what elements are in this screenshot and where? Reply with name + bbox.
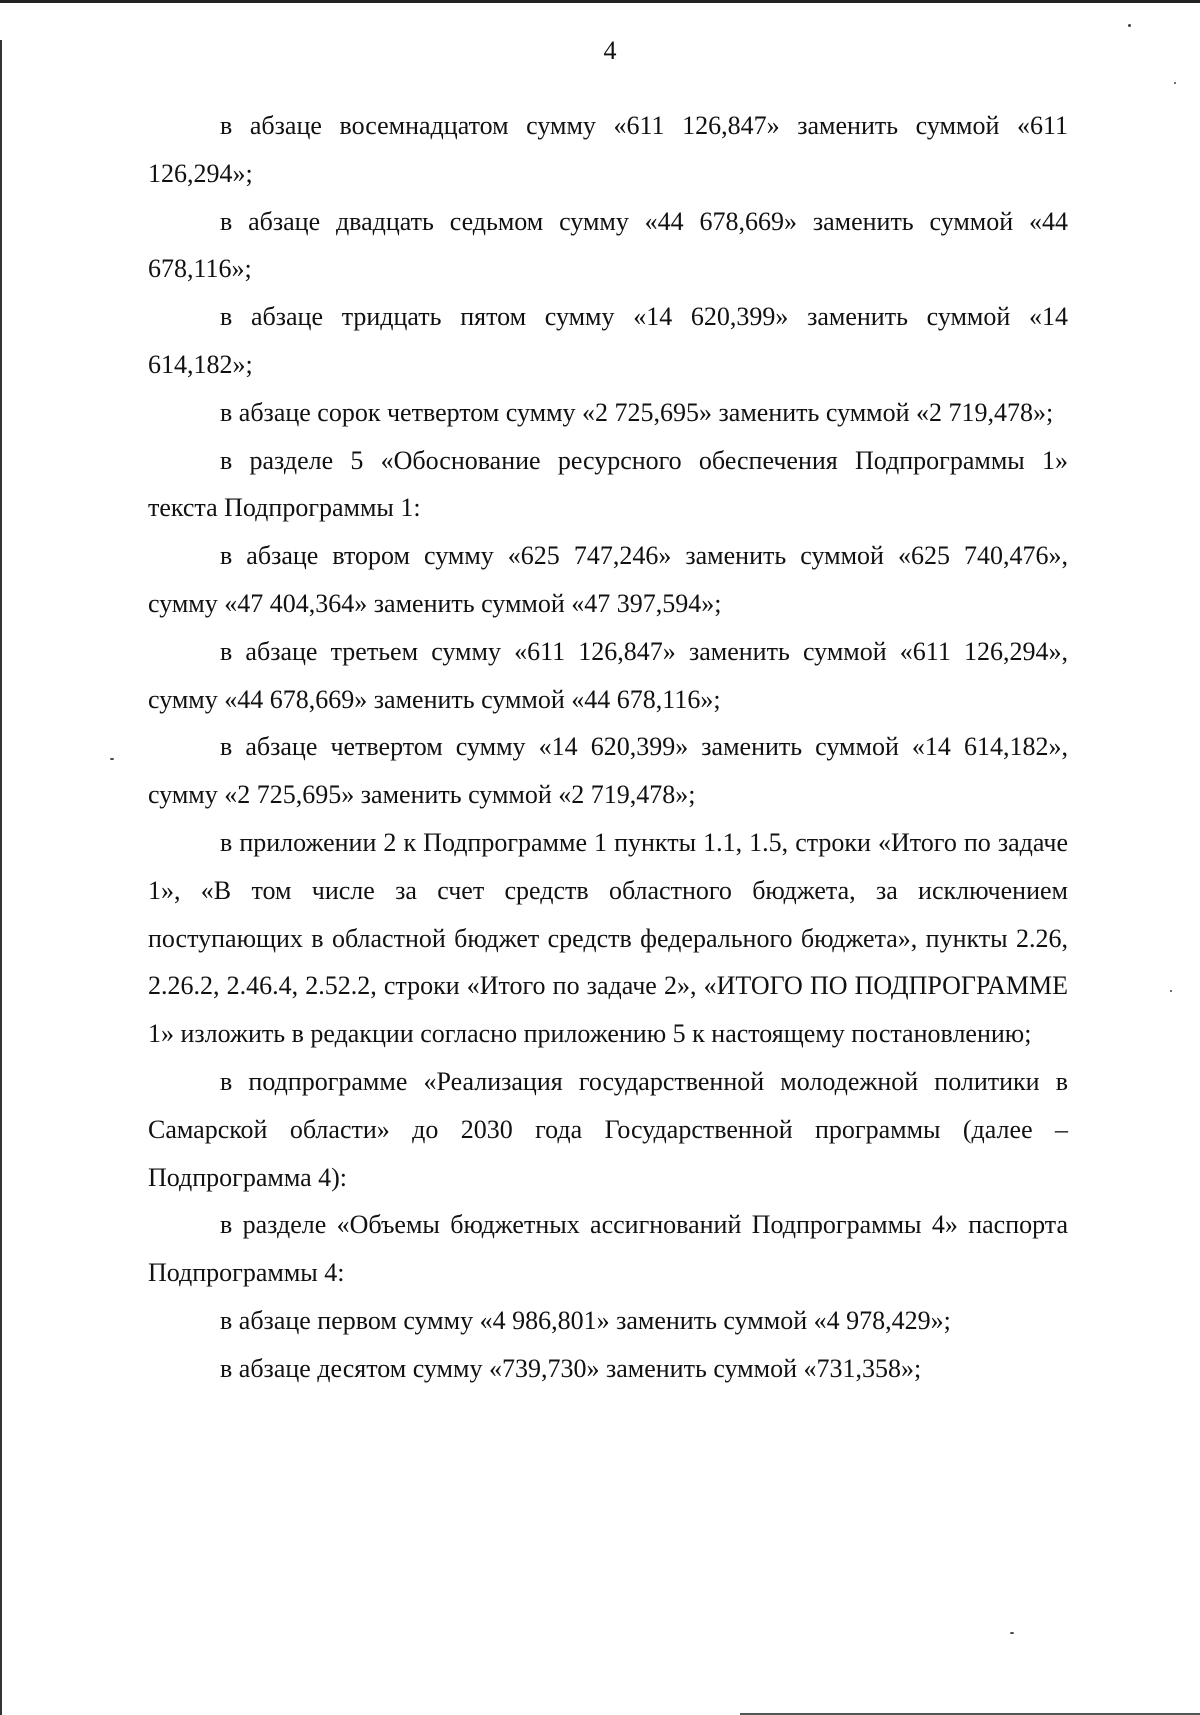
scan-speck (110, 758, 114, 760)
paragraph: в абзаце восемнадцатом сумму «611 126,847» заменить суммой «611 126,294»; (148, 111, 1068, 188)
paragraph: в абзаце втором сумму «625 747,246» заменить суммой «625 740,476», сумму «47 404,364» заменить суммой «47 397,594»; (148, 541, 1068, 618)
paragraph: в абзаце четвертом сумму «14 620,399» заменить суммой «14 614,182», сумму «2 725,695» заменить суммой «2 719,478»; (148, 732, 1068, 810)
scan-speck (1170, 990, 1172, 992)
paragraph: в абзаце сорок четвертом сумму «2 725,695» заменить суммой «2 719,478»; (220, 397, 1054, 427)
scan-speck (1174, 82, 1176, 84)
scan-border-top (0, 0, 1200, 3)
paragraph: в абзаце первом сумму «4 986,801» заменить суммой «4 978,429»; (220, 1305, 951, 1335)
paragraph: в абзаце десятом сумму «739,730» заменить суммой «731,358»; (220, 1353, 922, 1383)
paragraph: в подпрограмме «Реализация государственной молодежной политики в Самарской области» до 2030 года Государственной программы (далее – Подпрограмма 4): (148, 1066, 1068, 1192)
scan-speck (1010, 1632, 1014, 1634)
paragraph: в абзаце третьем сумму «611 126,847» заменить суммой «611 126,294», сумму «44 678,669» заменить суммой «44 678,116»; (148, 636, 1068, 714)
page-number: 4 (603, 36, 617, 65)
scan-speck (1128, 24, 1131, 27)
document-body (148, 102, 1068, 1393)
paragraph: в разделе «Объемы бюджетных ассигнований Подпрограммы 4» паспорта Подпрограммы 4: (148, 1210, 1068, 1288)
paragraph: в абзаце двадцать седьмом сумму «44 678,669» заменить суммой «44 678,116»; (148, 206, 1068, 284)
paragraph: в абзаце тридцать пятом сумму «14 620,399» заменить суммой «14 614,182»; (148, 302, 1068, 379)
paragraph: в разделе 5 «Обоснование ресурсного обеспечения Подпрограммы 1» текста Подпрограммы 1: (148, 445, 1068, 523)
paragraph: в приложении 2 к Подпрограмме 1 пункты 1.1, 1.5, строки «Итого по задаче 1», «В том числе за счет средств областного бюджета, за исключением поступающих в областной бюджет средств федерального бюджета», пункты 2.26, 2.26.2, 2.46.4, 2.52.2, строки «Итого по задаче 2», «ИТОГО ПО ПОДПРОГРАММЕ 1» изложить в редакции согласно приложению 5 к настоящему постановлению; (148, 827, 1068, 1049)
scan-border-left (0, 40, 2, 1715)
